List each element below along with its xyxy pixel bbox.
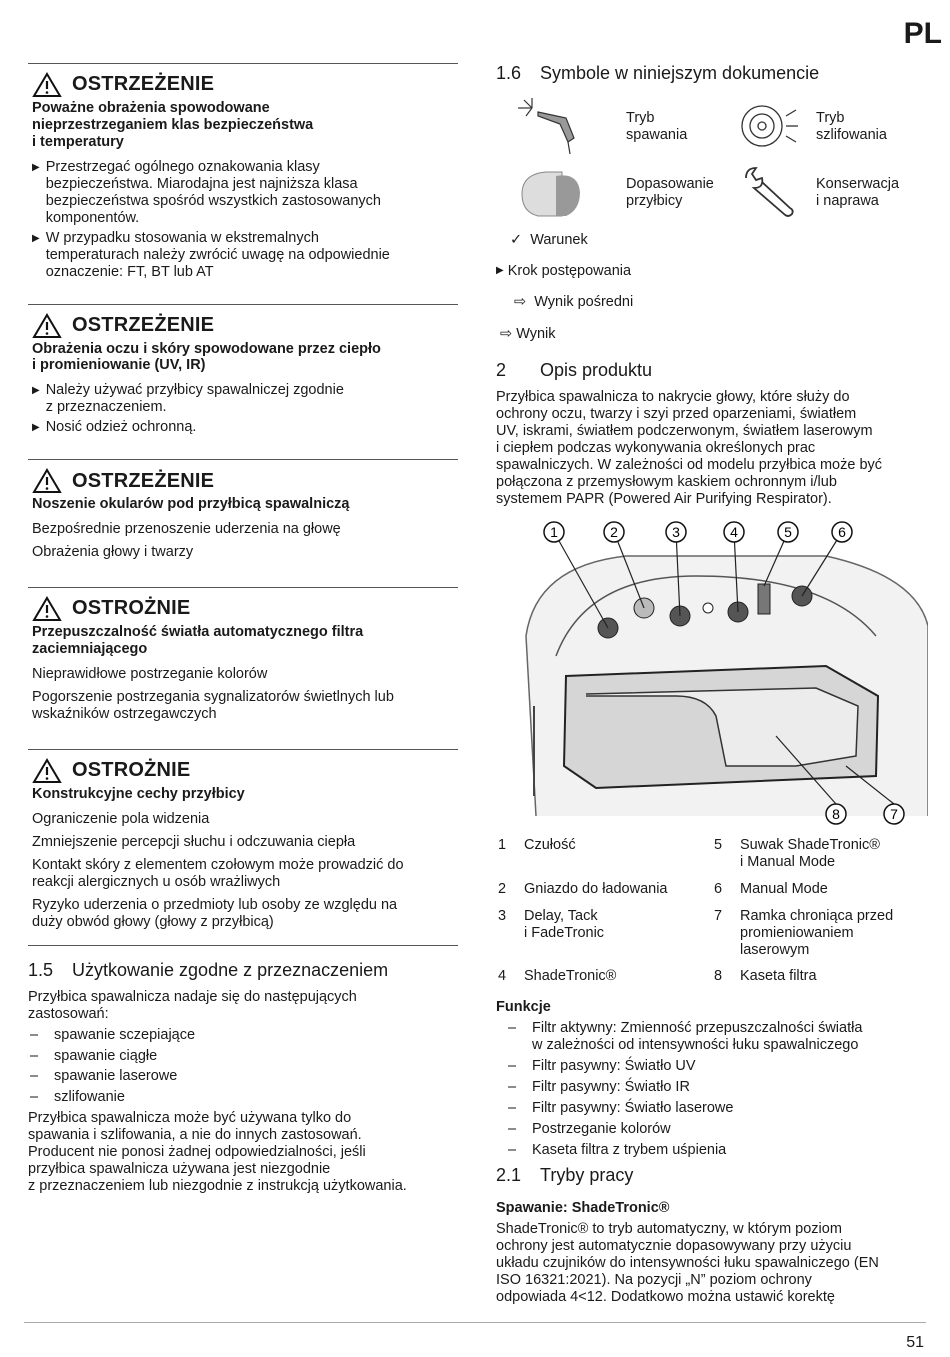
callout-number: 4 — [730, 523, 738, 540]
legend-label — [524, 908, 714, 959]
legend-number: 1 — [498, 836, 507, 853]
warning-title: OSTRZEŻENIE — [72, 73, 215, 96]
legend-line: Ramka chroniąca przed — [740, 907, 894, 924]
welding-torch-icon — [516, 98, 586, 156]
triangle-right-icon: ▶ — [32, 422, 40, 434]
line-text: Obrażenia głowy i twarzy — [32, 544, 194, 561]
label-line: przyłbicy — [626, 193, 683, 210]
section-intro — [28, 989, 458, 1023]
section-number: 1.5 — [28, 959, 54, 980]
condition-label: Warunek — [530, 232, 588, 249]
label-line: Tryb — [626, 110, 655, 127]
parts-legend — [498, 837, 928, 986]
label-line: spawania — [626, 127, 688, 144]
section-heading — [496, 63, 928, 84]
text-line: Producent nie ponosi żadnej odpowiedzialności, jeśli — [28, 1144, 366, 1161]
step-row — [496, 256, 928, 286]
warning-subtitle — [32, 341, 454, 375]
bullet-line: W przypadku stosowania w ekstremalnych — [45, 229, 319, 246]
arrow-right-icon: ⇨ — [514, 293, 527, 310]
dash-marker: – — [508, 1079, 517, 1096]
legend-line: Kaseta filtra — [740, 968, 817, 985]
text-line: ISO 16321:2021). Na pozycji „N” poziom ochrony — [496, 1271, 812, 1288]
warning-line — [32, 689, 454, 723]
function-item — [508, 1020, 928, 1054]
helmet-fit-icon — [516, 164, 586, 222]
warnings-list — [28, 63, 458, 946]
warning-bullet — [32, 382, 454, 416]
text-line: z przeznaczeniem lub niezgodnie z instrukcją użytkowania. — [28, 1178, 407, 1195]
callout-number: 8 — [832, 805, 840, 822]
dash-marker: – — [508, 1020, 517, 1037]
legend-line: i FadeTronic — [524, 924, 605, 941]
function-text — [532, 1100, 733, 1117]
interim-row — [496, 286, 928, 318]
legend-number: 7 — [714, 907, 723, 924]
section-number: 1.6 — [496, 63, 522, 83]
subtitle-line: Obrażenia oczu i skóry spowodowane przez ciepło — [32, 340, 381, 357]
function-text — [532, 1079, 690, 1096]
function-item — [508, 1100, 928, 1117]
function-line: Filtr pasywny: Światło UV — [532, 1058, 696, 1075]
result-label: Wynik — [516, 325, 556, 342]
warning-box — [28, 63, 458, 292]
warning-box — [28, 459, 458, 575]
bullet-line: Przestrzegać ogólnego oznakowania klasy — [45, 158, 320, 175]
function-line: Filtr aktywny: Zmienność przepuszczalności światła — [532, 1020, 863, 1037]
triangle-right-icon: ▶ — [32, 385, 40, 397]
usage-item — [30, 1089, 458, 1106]
warning-triangle-icon — [32, 758, 62, 784]
section-heading — [496, 360, 928, 381]
text-line: odpowiada 4<12. Dodatkowo można ustawić korektę — [496, 1288, 835, 1305]
legend-label — [524, 837, 714, 871]
warning-line — [32, 811, 454, 828]
text-line: spawalniczych. W zależności od modelu przyłbica może być — [496, 456, 883, 473]
section-title: Użytkowanie zgodne z przeznaczeniem — [72, 959, 389, 980]
legend-label — [740, 881, 920, 898]
warning-header — [32, 596, 454, 622]
warning-triangle-icon — [32, 596, 62, 622]
warning-bullet — [32, 159, 454, 227]
bullet-text — [46, 159, 381, 227]
interim-label: Wynik pośredni — [534, 293, 634, 310]
legend-line: Czułość — [524, 836, 576, 853]
bullet-line: Należy używać przyłbicy spawalniczej zgodnie — [45, 382, 344, 399]
bullet-line: Nosić odzież ochronną. — [45, 419, 197, 436]
subtitle-line: nieprzestrzeganiem klas bezpieczeństwa — [32, 116, 314, 133]
symbols-grid — [516, 98, 928, 222]
section-number: 2 — [496, 360, 507, 381]
text-line: ShadeTronic® to tryb automatyczny, w którym poziom — [496, 1221, 842, 1238]
subtitle-line: Przepuszczalność światła automatycznego filtra — [32, 624, 364, 641]
warning-title: OSTRZEŻENIE — [72, 469, 215, 492]
warning-subtitle — [32, 624, 454, 658]
mode-subtitle: Spawanie: ShadeTronic® — [496, 1200, 670, 1217]
step-label: Krok postępowania — [507, 262, 632, 279]
warning-triangle-icon — [32, 72, 62, 98]
dash-marker: – — [508, 1121, 517, 1138]
section-title: Tryby pracy — [540, 1165, 634, 1186]
legend-line: i Manual Mode — [740, 853, 836, 870]
warning-header — [32, 758, 454, 784]
function-line: Filtr pasywny: Światło IR — [532, 1079, 690, 1096]
warning-subtitle — [32, 786, 454, 803]
warning-bullet — [32, 230, 454, 281]
legend-line: Delay, Tack — [524, 907, 598, 924]
legend-label — [740, 968, 920, 985]
subtitle-line: Noszenie okularów pod przyłbicą spawalniczą — [32, 496, 350, 513]
function-line: Kaseta filtra z trybem uśpienia — [532, 1142, 727, 1159]
label-line: Konserwacja — [816, 176, 900, 193]
legend-number: 5 — [714, 836, 723, 853]
subtitle-line: i temperatury — [32, 133, 124, 150]
warning-line — [32, 544, 454, 561]
function-line: Postrzeganie kolorów — [532, 1121, 671, 1138]
symbol-label-grinding — [816, 110, 926, 144]
line-text: wskaźników ostrzegawczych — [32, 705, 217, 722]
section-heading — [496, 1165, 928, 1186]
warning-header — [32, 468, 454, 494]
symbol-label-maintenance — [816, 176, 926, 210]
subtitle-line: i promieniowanie (UV, IR) — [32, 357, 206, 374]
grinding-disc-icon — [736, 98, 806, 156]
legend-line: promieniowaniem — [740, 924, 854, 941]
function-text — [532, 1020, 862, 1054]
section-text — [496, 1221, 928, 1306]
dash-marker: – — [30, 1089, 39, 1106]
line-text: Zmniejszenie percepcji słuchu i odczuwania ciepła — [32, 833, 356, 850]
legend-line: laserowym — [740, 941, 810, 958]
legend-label — [740, 837, 920, 871]
warning-subtitle — [32, 100, 454, 151]
legend-number: 4 — [498, 968, 507, 985]
helmet-diagram — [496, 516, 928, 831]
text-line: spawania i szlifowania, a nie do innych zastosowań. — [28, 1127, 362, 1144]
warning-title: OSTROŻNIE — [72, 597, 191, 620]
subtitle-line: Konstrukcyjne cechy przyłbicy — [32, 785, 245, 802]
label-line: szlifowania — [816, 127, 887, 144]
left-column — [28, 63, 458, 1195]
function-item — [508, 1142, 928, 1159]
function-line: Filtr pasywny: Światło laserowe — [532, 1100, 734, 1117]
legend-line: Suwak ShadeTronic® — [740, 836, 880, 853]
text-line: i ciepłem podczas wykonywania określonych prac — [496, 439, 816, 456]
callout-number: 5 — [784, 523, 792, 540]
usage-item — [30, 1048, 458, 1065]
warning-title: OSTRZEŻENIE — [72, 313, 215, 336]
text-line: UV, iskrami, światłem podczerwonym, światłem laserowym — [496, 423, 873, 439]
bullet-text — [46, 419, 197, 436]
line-text: Pogorszenie postrzegania sygnalizatorów świetlnych lub — [32, 689, 394, 706]
function-text — [532, 1121, 671, 1138]
section-heading — [28, 960, 458, 981]
warning-line — [32, 521, 454, 538]
line-text: Ograniczenie pola widzenia — [32, 810, 210, 827]
condition-row — [510, 232, 928, 256]
text-line: układu czujników do intensywności łuku spawalniczego (EN — [496, 1254, 879, 1271]
callout-number: 7 — [890, 805, 898, 822]
legend-number: 3 — [498, 907, 507, 924]
wrench-icon — [736, 164, 806, 222]
subtitle-line: zaciemniającego — [32, 641, 148, 658]
dash-marker: – — [508, 1100, 517, 1117]
text-line: ochrony oczu, twarzy i szyi przed oparzeniami, światłem — [496, 406, 857, 423]
arrow-right-icon: ⇨ — [500, 325, 513, 342]
warning-box — [28, 587, 458, 737]
label-line: i naprawa — [816, 193, 879, 210]
functions-title: Funkcje — [496, 999, 551, 1016]
text-line: zastosowań: — [28, 1005, 109, 1022]
warning-subtitle — [32, 496, 454, 513]
dash-marker: – — [508, 1142, 517, 1159]
callout-number: 2 — [610, 523, 618, 540]
legend-number: 2 — [498, 880, 507, 897]
bullet-line: oznaczenie: FT, BT lub AT — [45, 263, 214, 280]
warning-header — [32, 313, 454, 339]
text-line: Przyłbica spawalnicza to nakrycie głowy, które służy do — [496, 389, 850, 406]
function-text — [532, 1058, 696, 1075]
usage-label: spawanie laserowe — [54, 1068, 178, 1085]
usage-label: spawanie ciągłe — [54, 1047, 158, 1064]
section-text — [496, 389, 928, 508]
right-column — [496, 63, 928, 1306]
usage-item — [30, 1068, 458, 1085]
line-text: Nieprawidłowe postrzeganie kolorów — [32, 666, 268, 683]
text-line: Przyłbica spawalnicza może być używana tylko do — [28, 1110, 352, 1127]
legend-label — [524, 881, 714, 898]
callout-number: 1 — [550, 523, 558, 540]
text-line: połączona z przemysłowym kaskiem ochronnym i/lub — [496, 473, 837, 490]
function-text — [532, 1142, 726, 1159]
bullet-text — [46, 230, 390, 281]
bullet-line: z przeznaczeniem. — [45, 399, 167, 416]
warning-line — [32, 897, 454, 931]
label-line: Tryb — [816, 110, 845, 127]
usage-item — [30, 1027, 458, 1044]
language-code: PL — [903, 17, 942, 50]
page-number: 51 — [906, 1334, 924, 1351]
warning-triangle-icon — [32, 313, 62, 339]
warning-title: OSTROŻNIE — [72, 759, 191, 782]
warning-bullet — [32, 419, 454, 436]
warning-line — [32, 834, 454, 851]
triangle-right-icon: ▶ — [32, 232, 40, 244]
text-line: Przyłbica spawalnicza nadaje się do następujących — [28, 988, 357, 1005]
bullet-line: temperaturach należy zwrócić uwagę na odpowiednie — [45, 246, 390, 263]
legend-line: Gniazdo do ładowania — [524, 880, 668, 897]
line-text: duży obwód głowy (głowy z przyłbicą) — [32, 913, 274, 930]
warning-box — [28, 304, 458, 448]
warning-box — [28, 749, 458, 946]
line-text: Ryzyko uderzenia o przedmioty lub osoby ze względu na — [32, 896, 398, 913]
dash-marker: – — [30, 1026, 39, 1043]
symbol-label-welding — [626, 110, 736, 144]
triangle-right-icon: ▶ — [496, 265, 504, 277]
section-title: Symbole w niniejszym dokumencie — [540, 63, 820, 83]
section-title: Opis produktu — [540, 360, 653, 381]
function-item — [508, 1058, 928, 1075]
bullet-line: komponentów. — [45, 209, 140, 226]
bullet-text — [46, 382, 344, 416]
warning-line — [32, 666, 454, 683]
symbol-label-fit — [626, 176, 736, 210]
text-line: przyłbica spawalnicza używana jest niezgodnie — [28, 1161, 331, 1178]
line-text: Bezpośrednie przenoszenie uderzenia na głowę — [32, 521, 341, 538]
line-text: Kontakt skóry z elementem czołowym może prowadzić do — [32, 856, 404, 873]
line-text: reakcji alergicznych u osób wrażliwych — [32, 873, 281, 890]
legend-label — [740, 908, 920, 959]
footer-rule — [24, 1322, 926, 1323]
section-number: 2.1 — [496, 1165, 522, 1186]
function-line: w zależności od intensywności łuku spawalniczego — [532, 1037, 859, 1054]
dash-marker: – — [508, 1058, 517, 1075]
bullet-line: bezpieczeństwa spośród wszystkich zastosowanych — [45, 192, 381, 209]
warning-header — [32, 72, 454, 98]
legend-line: Manual Mode — [740, 880, 828, 897]
legend-label — [524, 968, 714, 985]
text-line: systemem PAPR (Powered Air Purifying Respirator). — [496, 490, 832, 507]
bullet-line: bezpieczeństwa. Miarodajna jest najniższa klasa — [45, 175, 358, 192]
section-1-5 — [28, 960, 458, 1196]
usage-label: spawanie sczepiające — [54, 1026, 196, 1043]
subtitle-line: Poważne obrażenia spowodowane — [32, 100, 270, 116]
triangle-right-icon: ▶ — [32, 161, 40, 173]
dash-marker: – — [30, 1068, 39, 1085]
label-line: Dopasowanie — [626, 176, 714, 193]
legend-line: ShadeTronic® — [524, 968, 617, 985]
usage-list — [28, 1027, 458, 1107]
function-item — [508, 1121, 928, 1138]
callout-number: 3 — [672, 523, 680, 540]
section-outro — [28, 1110, 458, 1195]
legend-number: 6 — [714, 880, 723, 897]
check-icon: ✓ — [510, 232, 523, 249]
warning-triangle-icon — [32, 468, 62, 494]
callout-number: 6 — [838, 523, 846, 540]
result-row — [496, 318, 928, 350]
functions-list — [496, 1020, 928, 1159]
usage-label: szlifowanie — [54, 1089, 125, 1106]
text-line: ochrony jest automatycznie dopasowywany przy użyciu — [496, 1238, 852, 1255]
warning-line — [32, 857, 454, 891]
legend-number: 8 — [714, 968, 723, 985]
function-item — [508, 1079, 928, 1096]
dash-marker: – — [30, 1047, 39, 1064]
